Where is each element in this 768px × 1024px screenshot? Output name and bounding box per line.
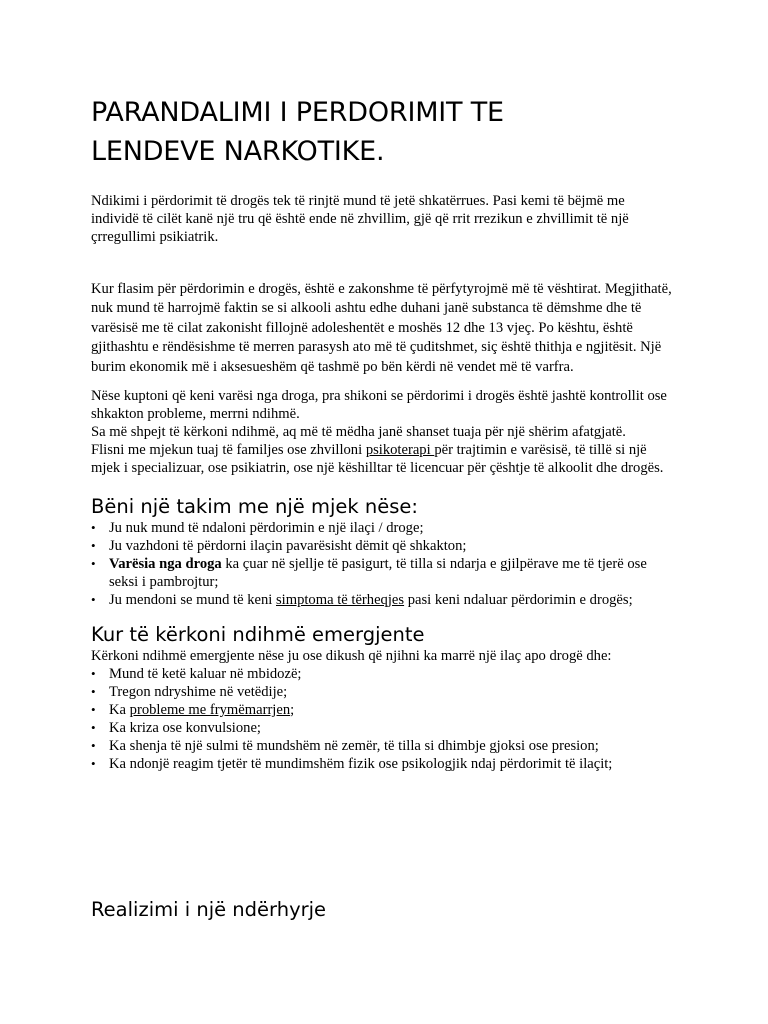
list-item-text: ; <box>290 702 295 719</box>
document-body <box>91 93 676 773</box>
list-item: • Ka shenja të një sulmi të mundshëm në zemër, të tilla si dhimbje gjoksi ose presion; <box>109 737 676 755</box>
paragraph-seek-help-line-1: Nëse kuptoni që keni varësi nga droga, pra shikoni se përdorimi i drogës është jashtë kontrollit ose shkakton probleme, merrni ndihmë. <box>91 388 667 423</box>
emergency-intro: Kërkoni ndihmë emergjente nëse ju ose dikush që njihni ka marrë një ilaç apo drogë dhe: <box>91 648 612 665</box>
paragraph-seek-help-line-3-start: Flisni me mjekun tuaj të familjes ose zhvilloni <box>91 442 366 459</box>
list-see-doctor <box>91 519 676 609</box>
simptoma-link[interactable]: simptoma të tërheqjes <box>276 592 405 609</box>
list-item: • Ju vazhdoni të përdorni ilaçin pavarësisht dëmit që shkakton; <box>109 537 676 555</box>
title-line-2: LENDEVE NARKOTIKE. <box>91 136 385 167</box>
paragraph-seek-help <box>91 387 676 477</box>
paragraph-seek-help-line-3-end: për trajtimin e varësisë, të tillë si një mjek i specializuar, ose psikiatrin, ose një këshilltar të licencuar për çështje të alkoolit dhe drogës. <box>91 442 664 477</box>
heading-see-doctor: Bëni një takim me një mjek nëse: <box>91 495 418 519</box>
list-item-text: pasi keni ndaluar përdorimin e drogës; <box>404 592 633 609</box>
heading-emergency: Kur të kërkoni ndihmë emergjente <box>91 623 425 647</box>
breathing-problems-link[interactable]: probleme me frymëmarrjen <box>129 702 291 719</box>
title-line-1: PARANDALIMI I PERDORIMIT TE <box>91 97 504 128</box>
bold-term: Varësia nga droga <box>109 556 222 573</box>
list-item: • Mund të ketë kaluar në mbidozë; <box>109 665 676 683</box>
heading-intervention: Realizimi i një ndërhyrje <box>91 898 327 921</box>
paragraph-intro: Ndikimi i përdorimit të drogës tek të rinjtë mund të jetë shkatërrues. Pasi kemi të bëjmë me individë të cilët kanë një tru që është ende në zhvillim, gjë që rrit rrezikun e zhvillimit të një çrregullimi psikiatrik. <box>91 193 629 245</box>
document-title <box>91 93 676 171</box>
list-item-text: Ju mendoni se mund të keni <box>109 592 276 609</box>
list-item: • Ka ndonjë reagim tjetër të mundimshëm fizik ose psikologjik ndaj përdorimit të ilaçit; <box>109 755 676 773</box>
list-emergency <box>91 665 676 773</box>
list-item <box>109 701 676 719</box>
list-item: • Ka kriza ose konvulsione; <box>109 719 676 737</box>
list-item-text: ka çuar në sjellje të pasigurt, të tilla si ndarja e gjilpërave me të tjerë ose seksi i pambrojtur; <box>109 556 647 591</box>
list-item-text: Ka <box>109 702 130 719</box>
list-item: • Tregon ndryshime në vetëdije; <box>109 683 676 701</box>
list-item <box>109 591 676 609</box>
paragraph-drug-use: Kur flasim për përdorimin e drogës, është e zakonshme të përfytyrojmë më të vështirat. Megjithatë, nuk mund të harrojmë faktin se si alkooli ashtu edhe duhani janë substanca të dëmshme dhe të varësisë me të cilat zakonisht fillojnë adoleshentët e moshës 12 dhe 13 vjeç. Po kështu, është gjithashtu e rëndësishme të merren parasysh ato më të çuditshmet, siç është thithja e ngjitësit. Një burim ekonomik më i aksesueshëm që tashmë po bën kërdi në vendet më të varfra. <box>91 281 672 375</box>
list-item: • Ju nuk mund të ndaloni përdorimin e një ilaçi / droge; <box>109 519 676 537</box>
psikoterapi-link[interactable]: psikoterapi <box>365 442 435 459</box>
list-item <box>109 555 676 591</box>
paragraph-seek-help-line-2: Sa më shpejt të kërkoni ndihmë, aq më të mëdha janë shanset tuaja për një shërim afatgjatë. <box>91 424 626 441</box>
